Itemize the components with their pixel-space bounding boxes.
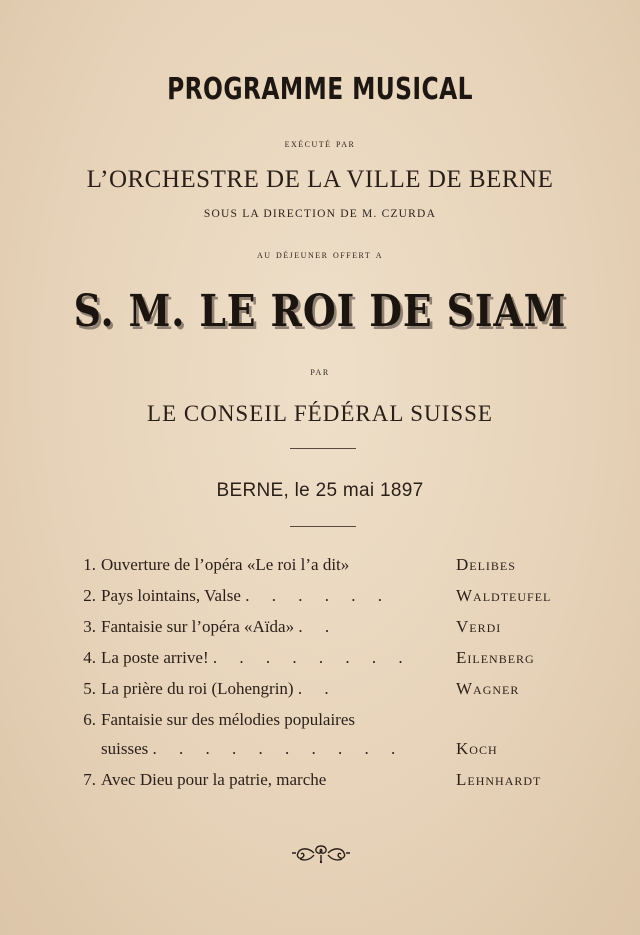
composer-name: Koch [456, 739, 498, 758]
page-title: PROGRAMME MUSICAL [167, 72, 473, 107]
direction-text: SOUS LA DIRECTION DE M. CZURDA [203, 208, 437, 220]
orchestra-name: L’ORCHESTRE DE LA VILLE DE BERNE [86, 166, 554, 193]
by-text: par [310, 364, 330, 378]
list-item [0, 770, 640, 798]
executed-by-text: exécuté par [284, 136, 356, 150]
divider-top [290, 448, 356, 449]
item-number: 1. [83, 555, 96, 574]
piece-title: La prière du roi (Lohengrin) . . [101, 679, 338, 698]
item-number: 3. [83, 617, 96, 636]
list-item [0, 555, 640, 583]
piece-title: Ouverture de l’opéra «Le roi l’a dit» [101, 555, 350, 574]
list-item [0, 710, 640, 738]
item-number: 5. [83, 679, 96, 698]
decorative-ornament-icon [290, 842, 352, 864]
list-item [0, 617, 640, 645]
piece-title: suisses . . . . . . . . . . [101, 739, 405, 758]
piece-title: Fantaisie sur des mélodies populaires [101, 710, 356, 729]
composer-name: Delibes [456, 555, 516, 574]
piece-title: Pays lointains, Valse . . . . . . [101, 586, 391, 605]
item-number: 4. [83, 648, 96, 667]
piece-title: Fantaisie sur l’opéra «Aïda» . . [101, 617, 339, 636]
composer-name: Eilenberg [456, 648, 535, 667]
divider-bottom [290, 526, 356, 527]
composer-name: Verdi [456, 617, 502, 636]
host-name: LE CONSEIL FÉDÉRAL SUISSE [147, 401, 493, 426]
composer-name: Waldteufel [456, 586, 552, 605]
item-number: 6. [83, 710, 96, 729]
date-line: BERNE, le 25 mai 1897 [216, 480, 424, 501]
composer-name: Wagner [456, 679, 520, 698]
list-item [0, 679, 640, 707]
list-item [0, 648, 640, 676]
occasion-text: au déjeuner offert a [256, 247, 384, 261]
guest-title: S. M. LE ROI DE SIAM [73, 286, 567, 337]
composer-name: Lehnhardt [456, 770, 542, 789]
item-number: 2. [83, 586, 96, 605]
piece-title: La poste arrive! . . . . . . . . [101, 648, 412, 667]
list-item [0, 739, 640, 767]
piece-title: Avec Dieu pour la patrie, marche [101, 770, 327, 789]
item-number: 7. [83, 770, 96, 789]
list-item [0, 586, 640, 614]
